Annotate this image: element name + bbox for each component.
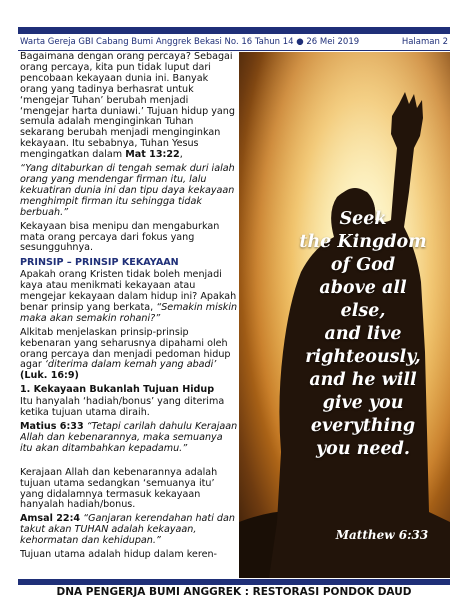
verse-reference: Mat 13:22 — [125, 149, 180, 161]
header-rule — [18, 50, 450, 51]
page-footer: DNA PENGERJA BUMI ANGGREK : RESTORASI PONDOK DAUD — [56, 586, 412, 598]
paragraph-text: Kekayaan bisa menipu dan mengaburkan mata orang percaya dari fokus yang sesungguhnya. — [20, 220, 220, 254]
paragraph-text: Itu hanyalah ‘hadiah/bonus’ yang diterima ketika tujuan utama diraih. — [20, 396, 225, 419]
photo-quote-line: above all — [319, 278, 407, 298]
verse-reference: Matius 6:33 — [20, 421, 84, 432]
photo-quote-reference: Matthew 6:33 — [335, 528, 429, 542]
paragraph-text: Tujuan utama adalah hidup dalam keren- — [20, 549, 218, 561]
paragraph-text: Apakah orang Kristen tidak boleh menjadi kaya atau menikmati kekayaan atau mengejar kekayaan dalam hidup ini? Apakah benar prinsip yang berkata, “Semakin miskin maka akan semakin rohani?” — [20, 269, 238, 324]
photo-quote-line: and live — [324, 324, 402, 344]
header-publication-info: Warta Gereja GBI Cabang Bumi Anggrek Bekasi No. 16 Tahun 14 ● 26 Mei 2019 — [20, 37, 360, 47]
photo-quote-line: and he will — [309, 370, 417, 390]
photo-quote-line: Seek — [339, 209, 387, 229]
page-header — [18, 36, 450, 50]
paragraph-intro: Bagaimana dengan orang percaya? Sebagai orang percaya, kita pun tidak luput dari pencobaan kekayaan dunia ini. Banyak orang yang tadinya berhasrat untuk ‘mengejar Tuhan’ berubah menjadi ‘mengejar harta duniawi.’ Tujuan hidup yang semula adalah menginginkan Tuhan sekarang berubah menjadi menginginkan kekayaan. Itu sebabnya, Tuhan Yesus mengingatkan dalam Mat 13:22, — [20, 52, 235, 161]
verse-reference: Amsal 22:4 — [20, 513, 81, 525]
verse-reference: (Luk. 16:9) — [20, 370, 79, 382]
footer-bar — [18, 579, 450, 585]
photo-quote-line: the Kingdom — [299, 232, 427, 252]
photo-quote — [283, 208, 443, 461]
verse-quote: “Tetapi carilah dahulu Kerajaan Allah dan kebenarannya, maka semuanya itu akan ditambahkan kepadamu.” — [20, 421, 238, 454]
verse-quote: “Semakin miskin maka akan semakin rohani?” — [20, 301, 238, 324]
verse-quote: “Ganjaran kerendahan hati dan takut akan TUHAN adalah kekayaan, kehormatan dan kehidupan.” — [20, 513, 235, 547]
verse-quote: “Yang ditaburkan di tengah semak duri ialah orang yang mendengar firman itu, lalu kekuatiran dunia ini dan tipu daya kekayaan menghimpit firman itu sehingga tidak berbuah.” — [20, 163, 235, 218]
section-heading: PRINSIP – PRINSIP KEKAYAAN — [20, 257, 179, 269]
paragraph-text — [20, 422, 238, 455]
paragraph-text: Kerajaan Allah dan kebenarannya adalah tujuan utama sedangkan ‘semuanya itu’ yang didalamnya termasuk kekayaan hanyalah hadiah/bonus. — [20, 466, 218, 511]
paragraph-text — [20, 514, 238, 547]
verse-quote: ‘diterima dalam kemah yang abadi’ — [44, 359, 217, 371]
paragraph-text: Alkitab menjelaskan prinsip-prinsip kebenaran yang seharusnya dipahami oleh orang percaya dan menjadi pedoman hidup agar ‘diterima dalam kemah yang abadi’ (Luk. 16:9) — [20, 326, 231, 382]
photo-quote-line: else, — [340, 301, 386, 321]
subheading: 1. Kekayaan Bukanlah Tujuan Hidup — [20, 384, 215, 396]
photo-quote-line: everything — [310, 416, 416, 436]
photo-quote-line: give you — [322, 393, 404, 413]
header-top-bar — [18, 27, 450, 34]
article-column — [20, 52, 238, 574]
photo-quote-line: of God — [330, 255, 396, 275]
photo-quote-line: righteously, — [305, 347, 421, 367]
photo-quote-line: you need. — [316, 439, 410, 459]
inspirational-photo — [239, 52, 450, 578]
header-page-number: Halaman 2 — [401, 37, 448, 47]
